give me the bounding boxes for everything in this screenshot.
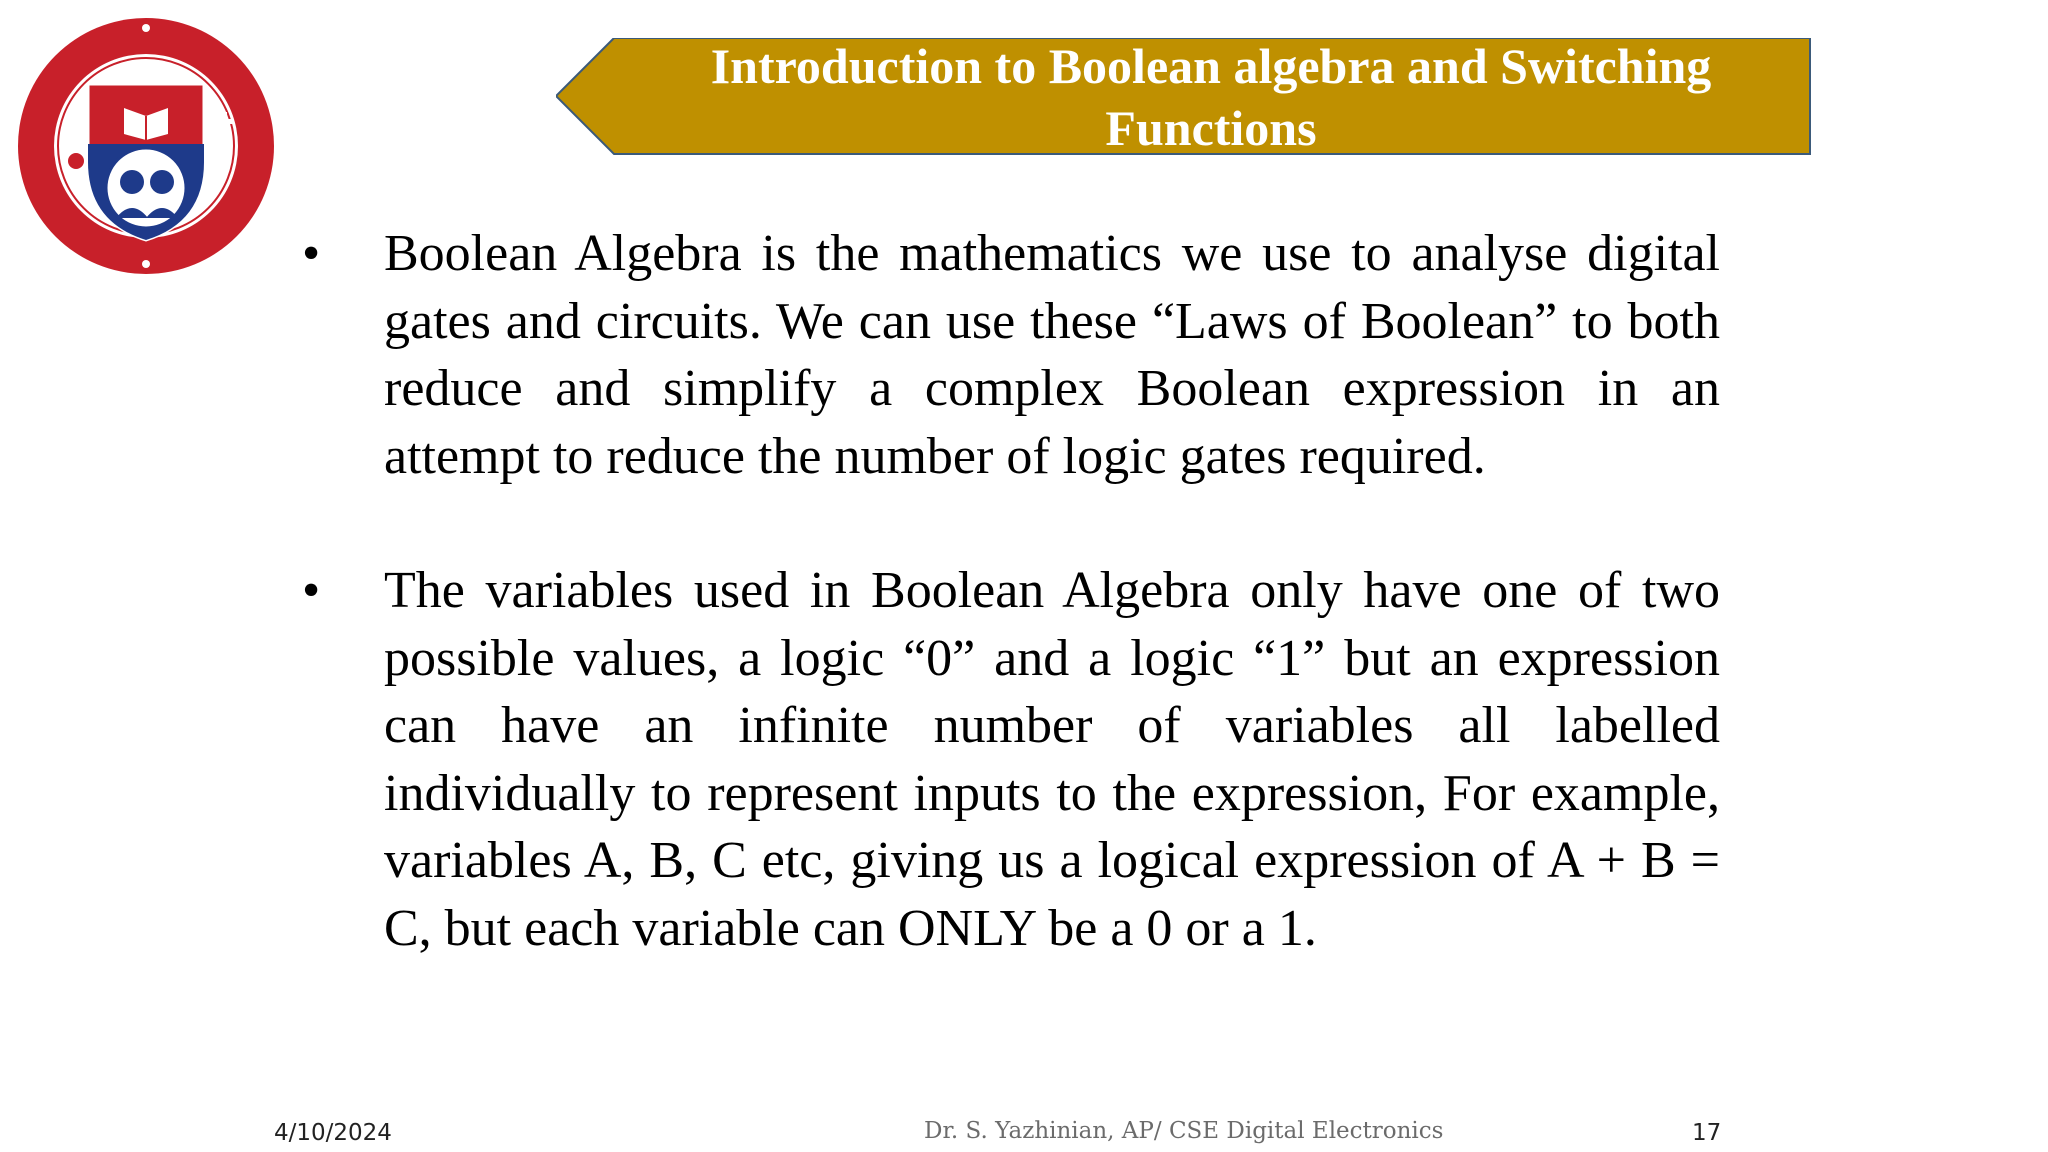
bullet-point: • xyxy=(302,562,321,619)
title-banner xyxy=(556,38,1812,156)
footer-date: 4/10/2024 xyxy=(274,1120,392,1146)
slide-title: Introduction to Boolean algebra and Switching Functions xyxy=(710,38,1712,156)
bullet-item xyxy=(296,220,1720,490)
page-number: 17 xyxy=(1692,1120,1722,1146)
bullet-text: Boolean Algebra is the mathematics we use to analyse digital gates and circuits. We can use these “Laws of Boolean” to both reduce and simplify a complex Boolean expression in an attempt to reduce the number of logic gates required. xyxy=(384,225,1720,485)
footer-author-course: Dr. S. Yazhinian, AP/ CSE Digital Electronics xyxy=(924,1118,1444,1144)
bullet-item xyxy=(296,557,1720,962)
bullet-text: The variables used in Boolean Algebra only have one of two possible values, a logic “0” and a logic “1” but an expression can have an infinite number of variables all labelled individually to represent inputs to the expression, For example, variables A, B, C etc, giving us a logical expression of A + B = C, but each variable can ONLY be a 0 or a 1. xyxy=(384,562,1720,957)
institute-logo xyxy=(12,12,280,280)
bullet-point: • xyxy=(302,225,321,282)
slide-content xyxy=(296,220,1720,962)
institute-seal-icon xyxy=(12,12,280,280)
